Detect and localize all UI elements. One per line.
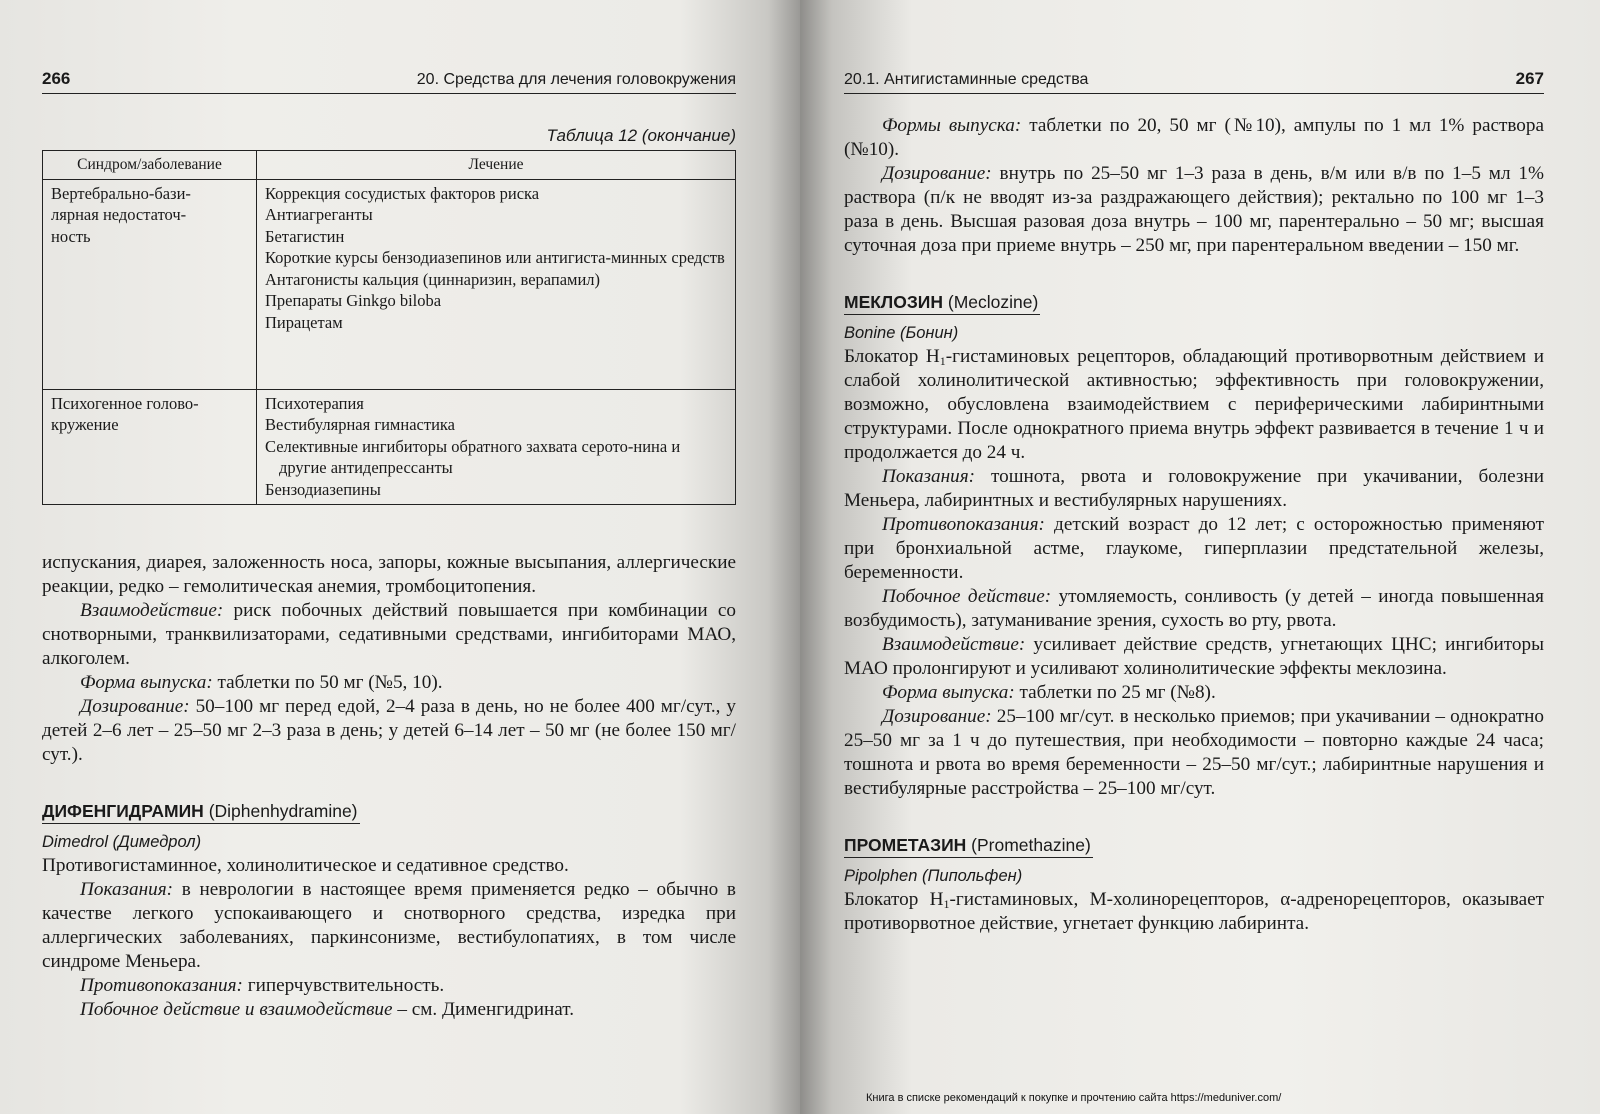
paragraph: испускания, диарея, заложенность носа, запоры, кожные высыпания, аллергические реакции, редко – гемолитическая анемия, тромбоцитопения. bbox=[42, 552, 736, 597]
paragraph-text: -гистаминовых рецепторов, обладающий противорвотным действием и слабой холинолитической активностью; эффективность при головокружении, возможно, обусловлена взаимодействием с периферическими лабиринтными структурами. После однократного приема внутрь эффект развивается в течение 1 ч и продолжается до 24 ч. bbox=[844, 346, 1544, 463]
drug-name: ПРОМЕТАЗИН bbox=[844, 835, 967, 855]
cell-line: Антиагреганты bbox=[265, 205, 373, 224]
drug-name: ДИФЕНГИДРАМИН bbox=[42, 801, 204, 821]
paragraph bbox=[844, 513, 1544, 585]
paragraph bbox=[42, 671, 736, 695]
paragraph-label: Показания: bbox=[80, 879, 174, 900]
running-head-title-left: 20. Средства для лечения головокружения bbox=[416, 71, 736, 88]
cell-line: Антагонисты кальция (циннаризин, верапамил) bbox=[265, 269, 601, 289]
paragraph bbox=[844, 705, 1544, 801]
paragraph bbox=[844, 345, 1544, 465]
paragraph bbox=[42, 974, 736, 998]
paragraph-text: 25–100 мг/сут. в несколько приемов; при укачивании – однократно 25–50 мг за 1 ч до путешествия, при необходимости – повторно каждые 24 часа; тошнота и рвота во время беременности – 25–50 мг/сут.; лабиринтные нарушения и вестибулярные расстройства – 25–100 мг/сут. bbox=[844, 706, 1544, 799]
paragraph-text: риск побочных действий повышается при комбинации со снотворными, транквилизаторами, седативными средствами, ингибиторами МАО, алкоголем. bbox=[42, 600, 736, 669]
cell-line: Препараты Ginkgo biloba bbox=[265, 291, 442, 310]
paragraph bbox=[844, 114, 1544, 162]
paragraph-label: Взаимодействие: bbox=[80, 600, 224, 621]
table-caption: Таблица 12 (окончание) bbox=[546, 126, 736, 145]
table-row bbox=[43, 389, 736, 505]
table-cell-syndrome bbox=[43, 389, 257, 505]
running-head-right bbox=[844, 64, 1544, 94]
paragraph bbox=[844, 633, 1544, 681]
table-cell-treatment bbox=[257, 389, 736, 505]
paragraph-label: Взаимодействие: bbox=[882, 634, 1026, 655]
left-body-text bbox=[42, 551, 736, 1022]
table-cell-treatment bbox=[257, 179, 736, 389]
cell-line: Бензодиазепины bbox=[265, 479, 381, 499]
paragraph-text: 50–100 мг перед едой, 2–4 раза в день, но не более 400 мг/сут., у детей 2–6 лет – 25–50 мг 2–3 раза в день; у детей 6–14 лет – 50 мг (не более 150 мг/сут.). bbox=[42, 696, 736, 765]
table-row bbox=[43, 179, 736, 389]
cell-line: Пирацетам bbox=[265, 312, 343, 332]
paragraph-label: Противопоказания: bbox=[882, 514, 1045, 535]
drug-latin-name: (Meclozine) bbox=[943, 292, 1039, 312]
subscript: 1 bbox=[943, 897, 950, 911]
paragraph-label: Форма выпуска: bbox=[882, 682, 1015, 703]
cell-line: Вестибулярная гимнастика bbox=[265, 415, 455, 434]
right-body-text bbox=[844, 114, 1544, 936]
paragraph-text: внутрь по 25–50 мг 1–3 раза в день, в/м или в/в по 1–5 мл 1% раствора (п/к не вводят из-за раздражающего действия); ректально по 100 мг 1–3 раза в день. Высшая разовая доза внутрь – 100 мг, парентерально – 50 мг; высшая суточная доза при приеме внутрь – 250 мг, при парентеральном введении – 150 мг. bbox=[844, 163, 1544, 256]
footer-recommendation-note: Книга в списке рекомендаций к покупке и прочтению сайта https://meduniver.com/ bbox=[866, 1092, 1282, 1104]
paragraph bbox=[844, 888, 1544, 936]
table-header-syndrome: Синдром/заболевание bbox=[43, 151, 257, 180]
paragraph-label: Формы выпуска: bbox=[882, 115, 1022, 136]
paragraph-label: Дозирование: bbox=[882, 163, 992, 184]
drug-heading-diphenhydramine bbox=[42, 799, 360, 824]
trade-name: Pipolphen (Пипольфен) bbox=[844, 867, 1023, 885]
cell-line: Вертебрально-бази- bbox=[51, 183, 191, 203]
paragraph bbox=[42, 878, 736, 974]
cell-line: ность bbox=[51, 226, 91, 246]
subscript: 1 bbox=[939, 354, 946, 368]
paragraph bbox=[844, 162, 1544, 258]
cell-line: Психогенное голово- bbox=[51, 393, 199, 413]
paragraph bbox=[844, 681, 1544, 705]
paragraph-text: утомляемость, сонливость (у детей – иногда повышенная возбудимость), затуманивание зрения, сухость во рту, рвота. bbox=[844, 586, 1544, 631]
paragraph-text: тошнота, рвота и головокружение при укачивании, болезни Меньера, лабиринтных и вестибулярных нарушениях. bbox=[844, 466, 1544, 511]
drug-name: МЕКЛОЗИН bbox=[844, 292, 944, 312]
paragraph bbox=[844, 585, 1544, 633]
paragraph-text: таблетки по 20, 50 мг (№10), ампулы по 1 мл 1% раствора (№10). bbox=[844, 115, 1544, 160]
drug-heading-promethazine bbox=[844, 833, 1093, 858]
drug-latin-name: (Diphenhydramine) bbox=[203, 801, 358, 821]
running-head-title-right: 20.1. Антигистаминные средства bbox=[844, 71, 1089, 88]
paragraph-label: Побочное действие и взаимодействие bbox=[80, 999, 393, 1020]
drug-latin-name: (Promethazine) bbox=[966, 835, 1091, 855]
paragraph-text: Блокатор Н bbox=[844, 889, 944, 910]
paragraph-text: Блокатор Н bbox=[844, 346, 940, 367]
paragraph bbox=[42, 599, 736, 671]
page-number-right: 267 bbox=[1515, 69, 1544, 88]
cell-line: Селективные ингибиторы обратного захвата серото-нина и другие антидепрессанты bbox=[265, 436, 681, 477]
cell-line: Бетагистин bbox=[265, 226, 345, 246]
cell-line: лярная недостаточ- bbox=[51, 205, 187, 224]
paragraph bbox=[42, 695, 736, 767]
paragraph-text: детский возраст до 12 лет; с осторожностью применяют при бронхиальной астме, глаукоме, гиперплазии предстательной железы, беременности. bbox=[844, 514, 1544, 583]
paragraph-text: в неврологии в настоящее время применяется редко – обычно в качестве легкого успокаивающего и снотворного средства, изредка при аллергических заболеваниях, паркинсонизме, вестибулопатиях, в том числе синдроме Меньера. bbox=[42, 879, 736, 972]
paragraph bbox=[844, 465, 1544, 513]
cell-line: Психотерапия bbox=[265, 393, 364, 413]
cell-line: кружение bbox=[51, 415, 119, 434]
table-cell-syndrome bbox=[43, 179, 257, 389]
paragraph-label: Форма выпуска: bbox=[80, 672, 213, 693]
paragraph-text: таблетки по 25 мг (№8). bbox=[1014, 682, 1216, 703]
right-page bbox=[800, 0, 1600, 1114]
cell-line: Коррекция сосудистых факторов риска bbox=[265, 183, 540, 203]
paragraph-label: Показания: bbox=[882, 466, 976, 487]
paragraph-label: Дозирование: bbox=[80, 696, 190, 717]
paragraph-label: Побочное действие: bbox=[882, 586, 1052, 607]
table-header-treatment: Лечение bbox=[257, 151, 736, 180]
paragraph-label: Дозирование: bbox=[882, 706, 992, 727]
page-number-left: 266 bbox=[42, 69, 71, 88]
cell-line: Короткие курсы бензодиазепинов или антигиста-минных средств bbox=[265, 248, 725, 267]
paragraph-label: Противопоказания: bbox=[80, 975, 243, 996]
trade-name: Dimedrol (Димедрол) bbox=[42, 833, 202, 851]
paragraph: Противогистаминное, холинолитическое и седативное средство. bbox=[42, 855, 569, 876]
paragraph-text: таблетки по 50 мг (№5, 10). bbox=[212, 672, 443, 693]
drug-heading-meclozine bbox=[844, 290, 1040, 315]
paragraph-text: -гистаминовых, М-холинорецепторов, α-адренорецепторов, оказывает противорвотное действие, угнетает функцию лабиринта. bbox=[844, 889, 1544, 934]
treatment-table bbox=[42, 150, 736, 505]
paragraph-text: гиперчувствительность. bbox=[242, 975, 445, 996]
running-head-left bbox=[42, 64, 736, 94]
paragraph bbox=[42, 998, 736, 1022]
paragraph-text: – см. Дименгидринат. bbox=[392, 999, 575, 1020]
paragraph-text: усиливает действие средств, угнетающих ЦНС; ингибиторы МАО пролонгируют и усиливают холинолитические эффекты меклозина. bbox=[844, 634, 1544, 679]
trade-name: Bonine (Бонин) bbox=[844, 324, 959, 342]
